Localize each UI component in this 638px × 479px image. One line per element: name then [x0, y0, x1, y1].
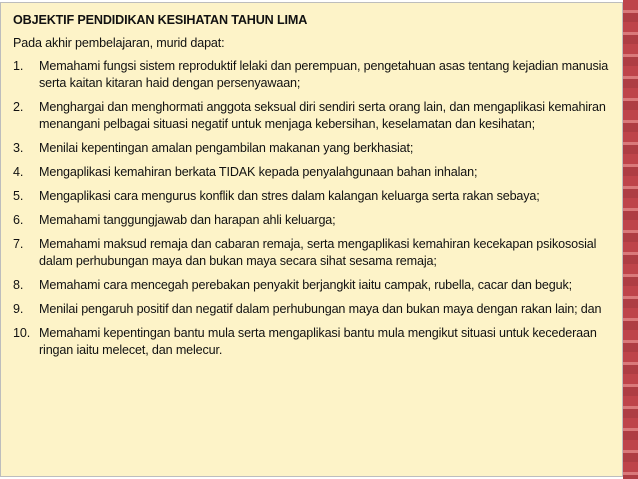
- text-panel: [0, 2, 623, 477]
- list-item: [13, 301, 613, 318]
- item-number: 8.: [13, 278, 24, 292]
- item-number: 3.: [13, 141, 24, 155]
- item-number: 7.: [13, 237, 24, 251]
- item-text: Memahami maksud remaja dan cabaran remaja, serta mengaplikasi kemahiran kecekapan psikososial dalam perhubungan maya dan bukan maya secara sihat sesama remaja;: [39, 237, 597, 268]
- intro-text: Pada akhir pembelajaran, murid dapat:: [13, 36, 225, 50]
- list-item: [13, 212, 613, 229]
- item-number: 2.: [13, 100, 24, 114]
- item-text: Memahami fungsi sistem reproduktif lelaki dan perempuan, pengetahuan asas tentang kejadian manusia serta kaitan kitaran haid dengan persenyawaan;: [39, 59, 609, 90]
- list-item: [13, 164, 613, 181]
- item-text: Memahami tanggungjawab dan harapan ahli keluarga;: [39, 213, 336, 227]
- list-item: [13, 58, 613, 92]
- item-number: 9.: [13, 302, 24, 316]
- list-item: [13, 325, 613, 359]
- list-item: [13, 99, 613, 133]
- item-number: 6.: [13, 213, 24, 227]
- item-number: 10.: [13, 326, 31, 340]
- list-item: [13, 140, 613, 157]
- item-text: Menilai kepentingan amalan pengambilan makanan yang berkhasiat;: [39, 141, 414, 155]
- item-text: Menghargai dan menghormati anggota seksual diri sendiri serta orang lain, dan mengaplikasi kemahiran menangani pelbagai situasi negatif untuk menjaga kebersihan, keselamatan dan kesihatan;: [39, 100, 606, 131]
- document-title: OBJEKTIF PENDIDIKAN KESIHATAN TAHUN LIMA: [13, 13, 308, 27]
- list-item: [13, 188, 613, 205]
- decorative-edge-band: [623, 0, 638, 479]
- item-number: 4.: [13, 165, 24, 179]
- list-item: [13, 236, 613, 270]
- item-number: 1.: [13, 59, 24, 73]
- item-text: Menilai pengaruh positif dan negatif dalam perhubungan maya dan bukan maya dengan rakan lain; dan: [39, 302, 602, 316]
- list-item: [13, 277, 613, 294]
- objectives-list: [13, 58, 613, 359]
- item-text: Memahami kepentingan bantu mula serta mengaplikasi bantu mula mengikut situasi untuk kecederaan ringan iaitu melecet, dan melecur.: [39, 326, 597, 357]
- item-text: Mengaplikasi kemahiran berkata TIDAK kepada penyalahgunaan bahan inhalan;: [39, 165, 478, 179]
- item-text: Memahami cara mencegah perebakan penyakit berjangkit iaitu campak, rubella, cacar dan beguk;: [39, 278, 572, 292]
- item-text: Mengaplikasi cara mengurus konflik dan stres dalam kalangan keluarga serta rakan sebaya;: [39, 189, 540, 203]
- objectives-content: [13, 12, 613, 366]
- item-number: 5.: [13, 189, 24, 203]
